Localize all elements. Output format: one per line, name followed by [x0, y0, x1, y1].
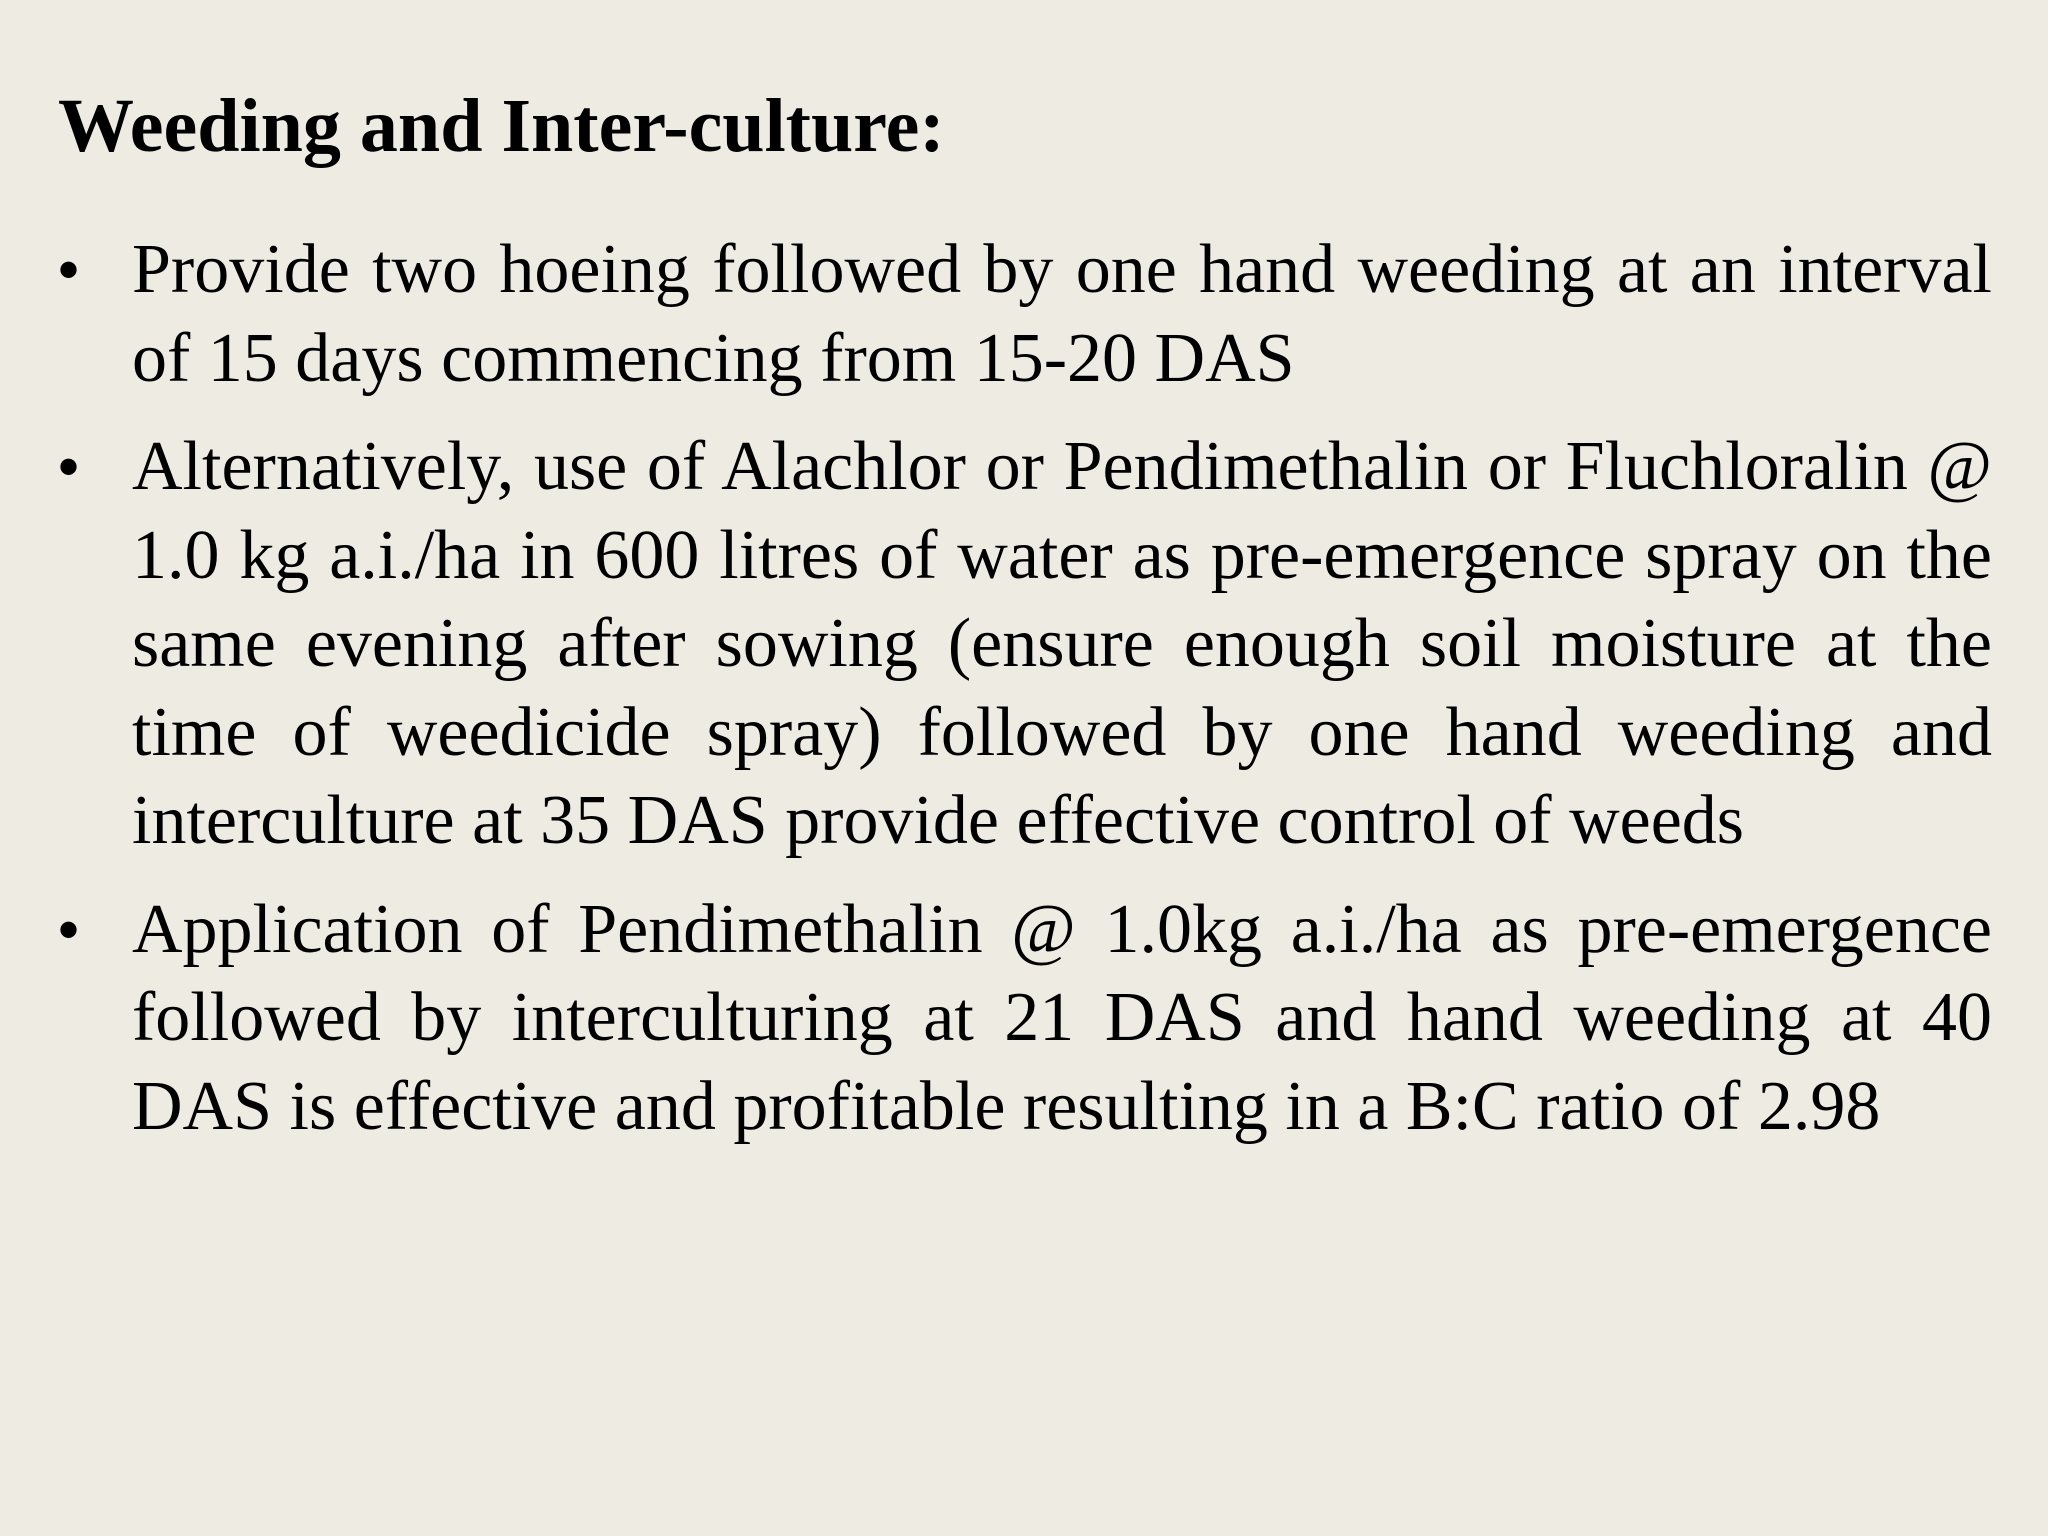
slide-title: Weeding and Inter-culture: — [58, 84, 945, 168]
bullet-icon: • — [58, 236, 80, 303]
bullet-item-1 — [58, 226, 1992, 403]
bullet-icon: • — [58, 433, 80, 500]
bullet-text-1: Provide two hoeing followed by one hand weeding at an interval of 15 days commencing from 15-20 DAS — [132, 231, 1992, 397]
bullet-item-2 — [58, 423, 1992, 866]
bullet-item-3 — [58, 886, 1992, 1152]
bullet-list — [58, 226, 1992, 1171]
bullet-text-2: Alternatively, use of Alachlor or Pendimethalin or Fluchloralin @ 1.0 kg a.i./ha in 600 litres of water as pre-emergence spray on the same evening after sowing (ensure enough soil moisture at the time of weedicide spray) followed by one hand weeding and interculture at 35 DAS provide effective control of weeds — [132, 428, 1992, 859]
bullet-text-3: Application of Pendimethalin @ 1.0kg a.i./ha as pre-emergence followed by interculturing at 21 DAS and hand weeding at 40 DAS is effective and profitable resulting in a B:C ratio of 2.98 — [132, 890, 1992, 1145]
bullet-icon: • — [58, 895, 80, 963]
